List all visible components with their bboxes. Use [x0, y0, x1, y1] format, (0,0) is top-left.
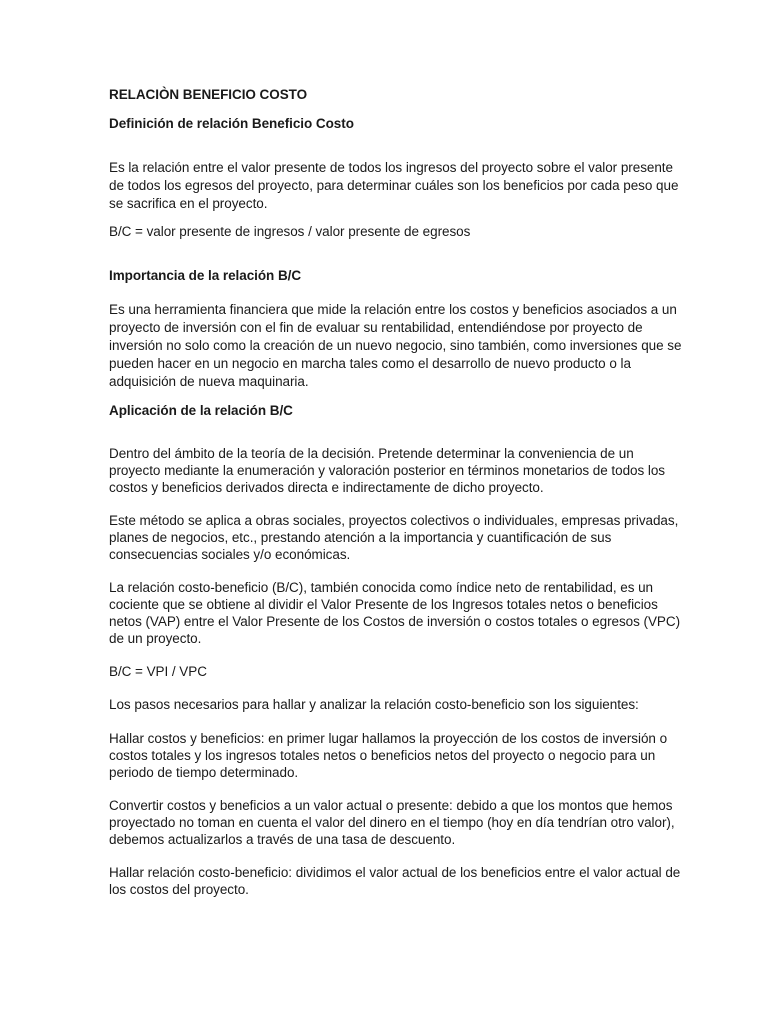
- aplicacion-p3-line: La relación costo-beneficio (B/C), también conocida como índice neto de rentabilidad, es un: [109, 580, 654, 595]
- paso-1-line: periodo de tiempo determinado.: [109, 765, 299, 780]
- paso-1-line: costos totales y los ingresos totales netos o beneficios netos del proyecto o negocio para un: [109, 748, 656, 763]
- definicion-line: Es la relación entre el valor presente de todos los ingresos del proyecto sobre el valor presente: [109, 160, 673, 175]
- paso-1-line: Hallar costos y beneficios: en primer lugar hallamos la proyección de los costos de inversión o: [109, 731, 668, 746]
- aplicacion-p1-line: proyecto mediante la enumeración y valoración posterior en términos monetarios de todos los: [109, 463, 665, 478]
- paso-2-line: Convertir costos y beneficios a un valor actual o presente: debido a que los montos que hemos: [109, 798, 673, 813]
- aplicacion-heading: Aplicación de la relación B/C: [109, 403, 293, 418]
- aplicacion-p1-line: costos y beneficios derivados directa e indirectamente de dicho proyecto.: [109, 480, 544, 495]
- formula-1: B/C = valor presente de ingresos / valor presente de egresos: [109, 224, 471, 239]
- importancia-line: proyecto de inversión con el fin de evaluar su rentabilidad, entendiéndose por proyecto de: [109, 320, 643, 335]
- paso-2-line: proyectado no toman en cuenta el valor del dinero en el tiempo (hoy en día tendrían otro valor),: [109, 815, 675, 830]
- paso-2-line: debemos actualizarlos a través de una tasa de descuento.: [109, 832, 456, 847]
- pasos-intro: Los pasos necesarios para hallar y analizar la relación costo-beneficio son los siguientes:: [109, 697, 639, 712]
- aplicacion-p3-line: cociente que se obtiene al dividir el Valor Presente de los Ingresos totales netos o beneficios: [109, 597, 658, 612]
- aplicacion-p3-line: netos (VAP) entre el Valor Presente de los Costos de inversión o costos totales o egresos (VPC): [109, 614, 681, 629]
- definicion-heading: Definición de relación Beneficio Costo: [109, 116, 354, 131]
- formula-2: B/C = VPI / VPC: [109, 664, 207, 679]
- aplicacion-p2-line: consecuencias sociales y/o económicas.: [109, 547, 351, 562]
- definicion-line: se sacrifica en el proyecto.: [109, 196, 268, 211]
- aplicacion-p2-line: planes de negocios, etc., prestando atención a la importancia y cuantificación de sus: [109, 530, 612, 545]
- importancia-heading: Importancia de la relación B/C: [109, 268, 302, 283]
- aplicacion-p2-line: Este método se aplica a obras sociales, proyectos colectivos o individuales, empresas privadas,: [109, 513, 679, 528]
- importancia-line: adquisición de nueva maquinaria.: [109, 374, 309, 389]
- aplicacion-p3-line: de un proyecto.: [109, 631, 202, 646]
- definicion-line: de todos los egresos del proyecto, para determinar cuáles son los beneficios por cada peso que: [109, 178, 679, 193]
- document-title: RELACIÒN BENEFICIO COSTO: [109, 87, 308, 102]
- paso-3-line: Hallar relación costo-beneficio: dividimos el valor actual de los beneficios entre el valor actual de: [109, 865, 681, 880]
- importancia-line: Es una herramienta financiera que mide la relación entre los costos y beneficios asociados a un: [109, 302, 677, 317]
- paso-3-line: los costos del proyecto.: [109, 882, 249, 897]
- importancia-line: pueden hacer en un negocio en marcha tales como el desarrollo de nuevo producto o la: [109, 356, 631, 371]
- aplicacion-p1-line: Dentro del ámbito de la teoría de la decisión. Pretende determinar la conveniencia de un: [109, 446, 634, 461]
- importancia-line: inversión no solo como la creación de un nuevo negocio, sino también, como inversiones que se: [109, 338, 682, 353]
